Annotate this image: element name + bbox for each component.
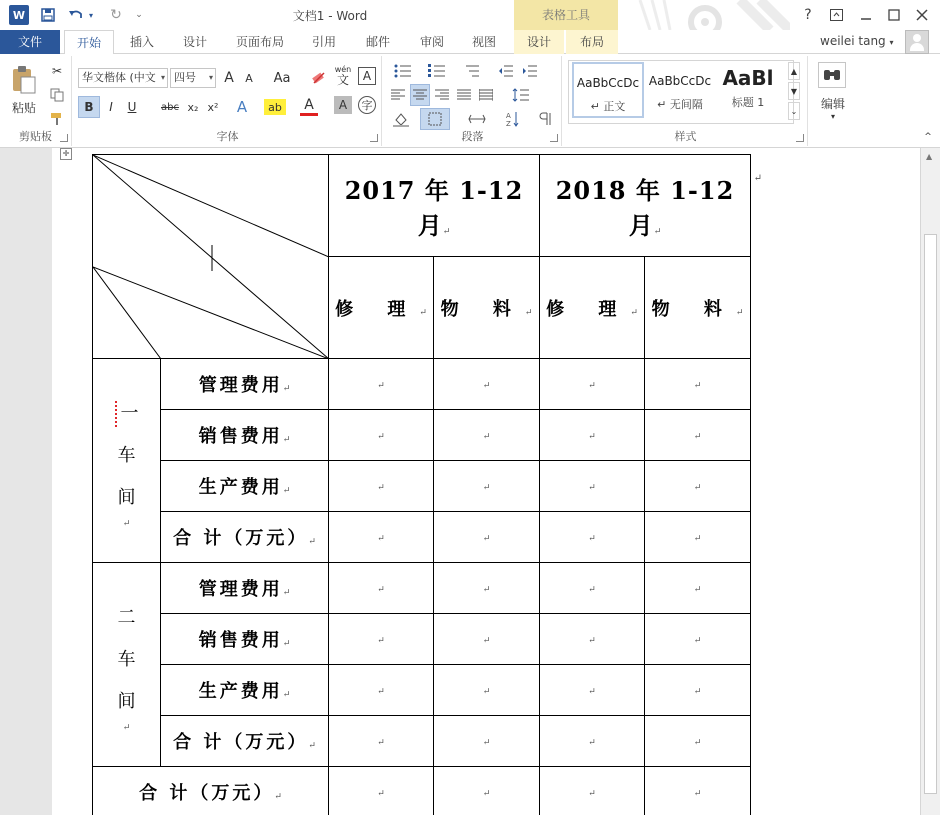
tab-review[interactable]: 审阅 [419, 35, 444, 49]
chevron-down-icon[interactable]: ▾ [830, 111, 835, 121]
paragraph-group [384, 56, 562, 146]
data-cell[interactable] [645, 665, 751, 716]
row-label[interactable] [161, 512, 329, 563]
cell-mark: ↵ [482, 738, 491, 748]
tab-design[interactable]: 设计 [182, 35, 207, 49]
cell-mark: ↵ [122, 518, 131, 529]
workshop-1-cell[interactable] [93, 359, 161, 563]
sub-header-text: 修 理 [546, 298, 631, 320]
data-cell[interactable] [645, 767, 751, 815]
paste-icon [11, 65, 37, 95]
cell-mark: ↵ [377, 738, 385, 748]
workshop-2-char-2: 车 [117, 648, 136, 670]
cell-mark: ↵ [588, 789, 596, 799]
cell-mark: ↵ [588, 534, 596, 544]
document-title: 文档1 - Word [292, 9, 368, 23]
cell-mark: ↵ [419, 307, 427, 318]
cell-mark: ↵ [735, 307, 744, 318]
cell-mark: ↵ [377, 636, 385, 646]
cell-mark: ↵ [377, 534, 385, 544]
subscript-button[interactable]: x₂ [187, 100, 199, 114]
cell-mark: ↵ [588, 483, 596, 493]
style-no-spacing[interactable] [644, 62, 716, 118]
vertical-scrollbar[interactable] [920, 148, 940, 815]
style-normal-sample: AaBbCcDc [576, 76, 640, 90]
clipboard-label: 剪贴板 [19, 130, 52, 143]
row-label-text: 管理费用 [198, 375, 283, 396]
paragraph-label: 段落 [461, 130, 484, 143]
align-center-icon[interactable] [410, 84, 430, 106]
sub-header-material-2018[interactable] [645, 257, 751, 359]
cell-mark: ↵ [630, 307, 638, 318]
spell-check-marker [115, 401, 117, 427]
cell-mark: ↵ [482, 789, 491, 799]
bold-button[interactable]: B [78, 96, 100, 118]
data-cell[interactable] [645, 461, 751, 512]
year-2017-text: 2017 年 1-12 月 [344, 175, 524, 240]
data-cell[interactable] [434, 614, 540, 665]
cell-mark: ↵ [442, 226, 451, 237]
clear-format-icon[interactable] [310, 67, 328, 89]
svg-text:Z: Z [506, 120, 511, 127]
redo-icon[interactable]: ↻ [110, 7, 122, 23]
strikethrough-button[interactable]: abc [161, 101, 179, 113]
italic-button[interactable]: I [109, 100, 113, 114]
row-label[interactable] [161, 461, 329, 512]
row-label[interactable] [161, 665, 329, 716]
data-cell[interactable] [645, 563, 751, 614]
cell-mark: ↵ [282, 435, 291, 445]
data-cell[interactable] [540, 512, 645, 563]
sub-header-text: 修 理 [335, 298, 420, 320]
cell-mark: ↵ [693, 381, 702, 391]
cell-mark: ↵ [482, 432, 491, 442]
styles-scroll-down-icon[interactable]: ▼ [788, 82, 800, 100]
data-cell[interactable] [329, 716, 434, 767]
user-account[interactable] [820, 34, 894, 48]
data-cell[interactable] [540, 665, 645, 716]
char-shading-button[interactable]: A [334, 96, 352, 114]
shrink-font-button[interactable]: A [245, 71, 253, 85]
data-cell[interactable] [645, 716, 751, 767]
cell-mark: ↵ [693, 738, 702, 748]
customize-icon[interactable]: ⌄ [135, 10, 143, 20]
decrease-indent-icon[interactable] [496, 60, 516, 82]
font-name-combo[interactable] [78, 68, 168, 88]
style-heading1-name: 标题 1 [731, 96, 765, 109]
cell-mark: ↵ [588, 738, 596, 748]
data-cell[interactable] [329, 359, 434, 410]
cell-mark: ↵ [588, 432, 596, 442]
line-spacing-icon[interactable] [506, 84, 536, 106]
data-cell[interactable] [434, 767, 540, 815]
workshop-2-cell[interactable] [93, 563, 161, 767]
clipboard-group [0, 56, 72, 146]
cell-mark: ↵ [693, 687, 702, 697]
style-no-spacing-name: ↵ 无间隔 [657, 98, 703, 111]
data-cell[interactable] [329, 461, 434, 512]
tab-insert[interactable]: 插入 [129, 35, 154, 49]
underline-button[interactable]: U [127, 100, 137, 114]
cell-mark: ↵ [653, 226, 662, 237]
superscript-button[interactable]: x² [207, 100, 219, 114]
cell-mark: ↵ [693, 585, 702, 595]
format-painter-icon[interactable] [46, 108, 68, 130]
styles-group [564, 56, 808, 146]
cell-mark: ↵ [282, 639, 291, 649]
font-group [74, 56, 382, 146]
svg-text:A: A [506, 112, 511, 120]
align-left-icon[interactable] [388, 84, 408, 106]
tab-home[interactable]: 开始 [64, 30, 114, 55]
grand-total-label: 合 计（万元） [139, 783, 275, 804]
year-header-2017[interactable] [329, 155, 540, 257]
font-launcher-icon[interactable] [370, 134, 378, 142]
data-cell[interactable] [434, 359, 540, 410]
row-label-text: 销售费用 [198, 630, 283, 651]
diagonal-lines [93, 155, 329, 359]
expense-table[interactable] [92, 154, 762, 815]
paste-button[interactable] [6, 60, 42, 120]
cell-mark: ↵ [377, 789, 385, 799]
grand-total-label-cell[interactable] [93, 767, 329, 815]
data-cell[interactable] [329, 512, 434, 563]
row-label[interactable] [161, 614, 329, 665]
font-label: 字体 [216, 130, 239, 143]
row-label-text: 生产费用 [198, 681, 283, 702]
data-cell[interactable] [540, 563, 645, 614]
row-label-text: 管理费用 [198, 579, 283, 600]
data-cell[interactable] [540, 767, 645, 815]
workshop-2-label [93, 597, 160, 733]
editing-group [810, 56, 856, 146]
cell-mark: ↵ [693, 636, 702, 646]
styles-launcher-icon[interactable] [796, 134, 804, 142]
data-cell[interactable] [434, 665, 540, 716]
data-cell[interactable] [329, 665, 434, 716]
paragraph-launcher-icon[interactable] [550, 134, 558, 142]
cut-icon[interactable]: ✂ [51, 64, 63, 78]
chinese-layout-icon[interactable] [462, 108, 492, 130]
row-label-text: 合 计（万元） [173, 732, 309, 753]
workshop-1-char-3: 间 [117, 486, 136, 508]
style-normal[interactable] [572, 62, 644, 118]
chevron-down-icon: ▾ [160, 73, 165, 82]
cell-mark: ↵ [524, 307, 533, 318]
paste-label: 粘贴 [11, 100, 36, 115]
data-cell[interactable] [329, 410, 434, 461]
increase-indent-icon[interactable] [520, 60, 540, 82]
data-cell[interactable] [645, 512, 751, 563]
diagonal-header-cell[interactable] [93, 155, 329, 359]
row-label[interactable] [161, 563, 329, 614]
change-case-button[interactable]: Aa [273, 70, 291, 86]
style-normal-name: ↵ 正文 [590, 100, 626, 113]
pinyin-text: wén [334, 65, 352, 74]
distributed-icon[interactable] [476, 84, 496, 106]
tab-mailings[interactable]: 邮件 [365, 35, 390, 49]
styles-more-icon[interactable]: ⌄ [788, 102, 800, 120]
cell-mark: ↵ [482, 636, 491, 646]
borders-icon[interactable] [420, 108, 450, 130]
year-header-2018[interactable] [540, 155, 762, 257]
font-name-value: 华文楷体 (中文 [82, 71, 156, 84]
close-icon[interactable] [912, 5, 932, 25]
text-effects-button[interactable]: A [236, 98, 248, 116]
title-bar [0, 0, 940, 30]
minimize-icon[interactable] [856, 5, 876, 25]
table-move-handle-icon[interactable]: ✛ [60, 148, 72, 160]
data-cell[interactable] [540, 359, 645, 410]
cell-mark: ↵ [482, 534, 491, 544]
ribbon-tabs [0, 30, 940, 54]
clipboard-launcher-icon[interactable] [60, 134, 68, 142]
editing-button[interactable]: 编辑 [820, 96, 845, 111]
user-name: weilei tang [820, 34, 886, 48]
cell-mark: ↵ [482, 585, 491, 595]
row-label[interactable] [161, 716, 329, 767]
style-no-spacing-sample: AaBbCcDc [648, 74, 712, 88]
cell-mark: ↵ [693, 789, 702, 799]
copy-icon[interactable] [46, 84, 68, 106]
data-cell[interactable] [645, 410, 751, 461]
data-cell[interactable] [434, 716, 540, 767]
cell-mark: ↵ [377, 687, 385, 697]
multilevel-list-icon[interactable] [456, 60, 486, 82]
data-cell[interactable] [645, 359, 751, 410]
cell-mark: ↵ [282, 588, 291, 598]
cell-mark: ↵ [693, 534, 702, 544]
cell-mark: ↵ [377, 381, 385, 391]
numbering-icon[interactable] [422, 60, 452, 82]
align-right-icon[interactable] [432, 84, 452, 106]
row-label-text: 销售费用 [198, 426, 283, 447]
workshop-1-char-2: 车 [117, 444, 136, 466]
cell-mark: ↵ [282, 384, 291, 394]
year-2018-text: 2018 年 1-12 月 [555, 175, 735, 240]
justify-icon[interactable] [454, 84, 474, 106]
grow-font-button[interactable]: A [224, 70, 234, 86]
sub-header-material-2017[interactable] [434, 257, 540, 359]
tab-table-design[interactable]: 设计 [514, 30, 564, 54]
data-cell[interactable] [434, 410, 540, 461]
avatar[interactable] [905, 30, 929, 54]
chevron-down-icon: ▾ [889, 38, 894, 47]
style-heading1-sample: AaBl [722, 66, 774, 90]
sub-header-text: 物 料 [651, 298, 736, 320]
cell-mark: ↵ [588, 636, 596, 646]
scroll-up-icon[interactable]: ▲ [926, 152, 933, 161]
scroll-thumb[interactable] [924, 234, 937, 794]
cell-mark: ↵ [377, 483, 385, 493]
cell-mark: ↵ [588, 381, 596, 391]
cell-mark: ↵ [282, 690, 291, 700]
cell-mark: ↵ [482, 381, 491, 391]
sub-header-repair-2018[interactable] [540, 257, 645, 359]
collapse-ribbon-icon[interactable]: ^ [924, 132, 932, 142]
cell-mark: ↵ [282, 486, 291, 496]
workshop-1-char-1: 一 [120, 402, 139, 424]
cell-mark: ↵ [588, 687, 596, 697]
sub-header-repair-2017[interactable] [329, 257, 434, 359]
styles-label: 样式 [674, 130, 697, 143]
tab-view[interactable]: 视图 [471, 35, 496, 49]
ribbon [0, 54, 940, 148]
data-cell[interactable] [434, 512, 540, 563]
cell-mark: ↵ [308, 537, 316, 547]
font-color-button[interactable]: A [300, 96, 318, 116]
tab-table-layout[interactable]: 布局 [566, 30, 618, 54]
style-heading1[interactable] [716, 62, 780, 118]
data-cell[interactable] [329, 563, 434, 614]
char-border-button[interactable]: A [358, 67, 376, 85]
maximize-icon[interactable] [884, 5, 904, 25]
sort-icon[interactable] [502, 108, 524, 130]
cell-mark: ↵ [693, 432, 702, 442]
tab-file[interactable]: 文件 [0, 30, 60, 54]
data-cell[interactable] [434, 461, 540, 512]
sub-header-text: 物 料 [440, 298, 525, 320]
cell-mark: ↵ [274, 792, 282, 802]
data-cell[interactable] [645, 614, 751, 665]
font-size-combo[interactable] [170, 68, 216, 88]
row-label-text: 合 计（万元） [173, 528, 309, 549]
data-cell[interactable] [540, 614, 645, 665]
cell-mark: ↵ [377, 585, 385, 595]
decorative-pattern [620, 0, 790, 30]
cell-mark: ↵ [482, 687, 491, 697]
pinyin-char: 文 [336, 73, 349, 87]
find-icon[interactable] [818, 62, 846, 88]
font-size-value: 四号 [174, 71, 196, 84]
ribbon-display-icon[interactable] [826, 5, 846, 25]
data-cell[interactable] [540, 410, 645, 461]
undo-dropdown-icon[interactable]: ▾ [88, 10, 93, 20]
data-cell[interactable] [329, 614, 434, 665]
workshop-2-char-1: 二 [117, 606, 136, 628]
tab-page-layout[interactable]: 页面布局 [235, 35, 284, 49]
workshop-2-char-3: 间 [117, 690, 136, 712]
table-tools-label: 表格工具 [514, 0, 618, 30]
word-app-icon[interactable]: W [9, 5, 29, 25]
enclose-char-button[interactable]: 字 [358, 96, 376, 114]
styles-scroll-up-icon[interactable]: ▲ [788, 62, 800, 80]
pinyin-guide-button[interactable] [332, 60, 354, 90]
cell-mark: ↵ [693, 483, 702, 493]
data-cell[interactable] [540, 461, 645, 512]
show-marks-icon[interactable] [534, 108, 556, 130]
cell-mark: ↵ [122, 722, 131, 733]
row-label-text: 生产费用 [198, 477, 283, 498]
help-icon[interactable]: ? [804, 7, 812, 23]
bullets-icon[interactable] [388, 60, 418, 82]
cell-mark: ↵ [377, 432, 385, 442]
shading-icon[interactable] [388, 108, 414, 130]
cell-mark: ↵ [308, 741, 316, 751]
data-cell[interactable] [434, 563, 540, 614]
chevron-down-icon: ▾ [208, 73, 213, 82]
tab-references[interactable]: 引用 [311, 35, 336, 49]
workshop-1-label [93, 393, 160, 529]
highlight-button[interactable]: ab [264, 99, 286, 115]
data-cell[interactable] [329, 767, 434, 815]
row-label[interactable] [161, 410, 329, 461]
row-end-mark: ↵ [753, 173, 762, 184]
cell-mark: ↵ [588, 585, 596, 595]
row-label[interactable] [161, 359, 329, 410]
data-cell[interactable] [540, 716, 645, 767]
cell-mark: ↵ [482, 483, 491, 493]
